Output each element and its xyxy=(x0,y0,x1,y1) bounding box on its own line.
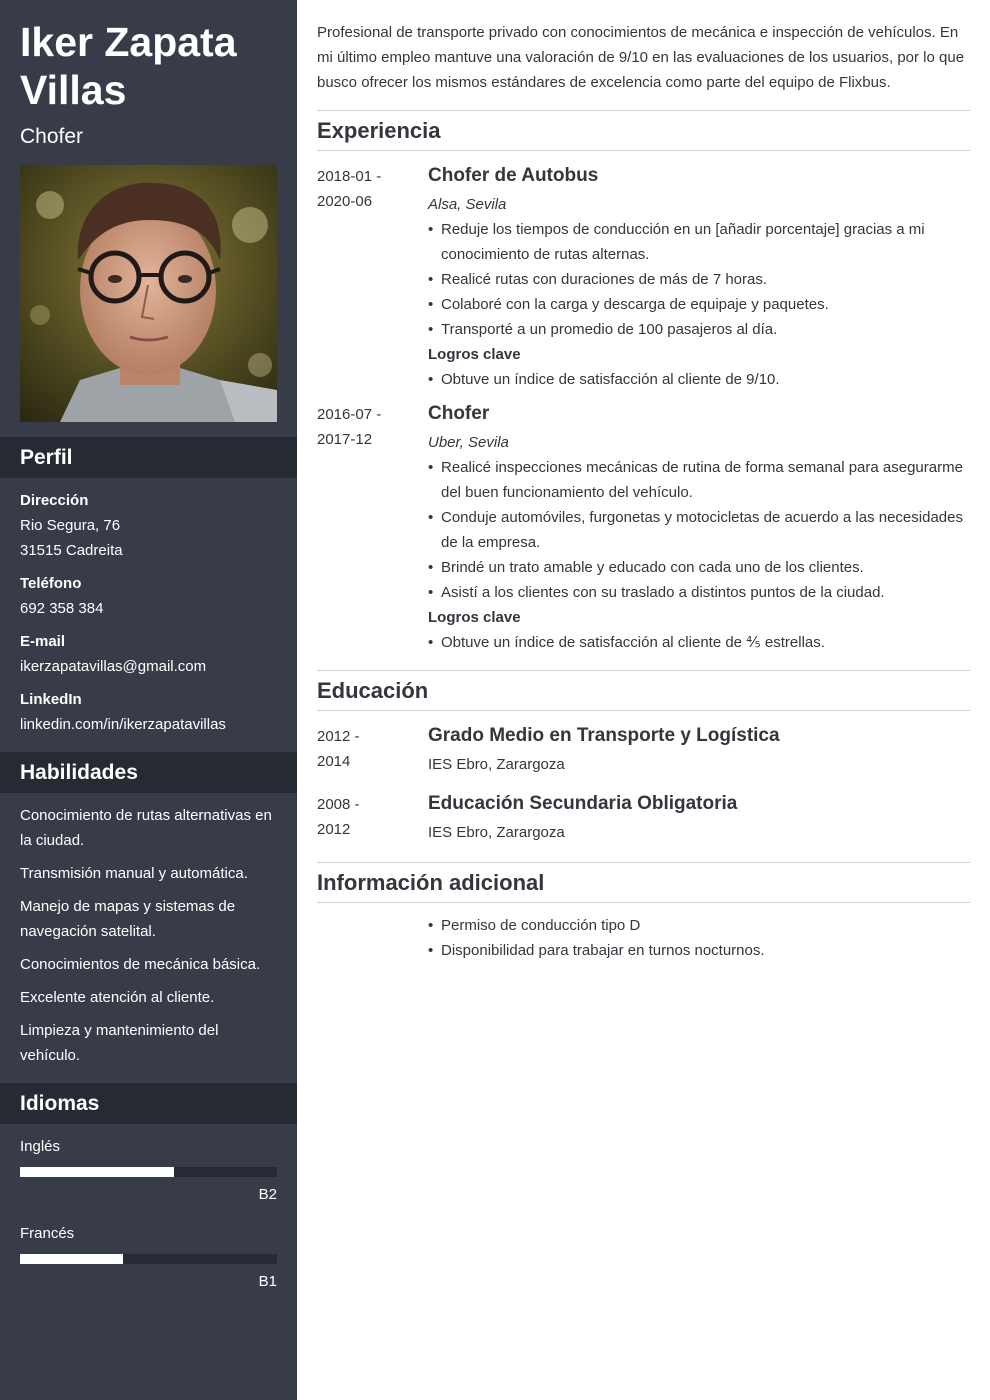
bullet-item: • Transporté a un promedio de 100 pasajeros al día. xyxy=(428,317,970,342)
linkedin-link[interactable]: linkedin.com/in/ikerzapatavillas xyxy=(20,716,226,733)
achievements-label: Logros clave xyxy=(428,609,521,626)
education-dates xyxy=(317,724,428,777)
education-dates xyxy=(317,792,428,845)
achievements-label: Logros clave xyxy=(428,346,521,363)
skills-heading: Habilidades xyxy=(0,752,297,793)
experience-title: Chofer xyxy=(428,403,490,424)
profile-heading: Perfil xyxy=(0,437,297,478)
main-content xyxy=(317,20,970,963)
education-title: Educación Secundaria Obligatoria xyxy=(428,793,738,814)
linkedin-label: LinkedIn xyxy=(20,691,82,708)
education-school: IES Ebro, Zarargoza xyxy=(428,756,565,773)
languages-heading: Idiomas xyxy=(0,1083,297,1124)
language-item xyxy=(20,1221,277,1294)
language-level-fill xyxy=(20,1254,123,1264)
experience-details xyxy=(428,402,970,655)
additional-heading: Información adicional xyxy=(317,862,970,903)
experience-heading: Experiencia xyxy=(317,110,970,151)
phone-label: Teléfono xyxy=(20,575,82,592)
date-start: 2012 - xyxy=(317,728,360,745)
language-name: Inglés xyxy=(20,1138,61,1155)
date-end: 2014 xyxy=(317,753,351,770)
additional-list xyxy=(428,913,970,963)
language-level-bar xyxy=(20,1167,277,1177)
experience-dates xyxy=(317,402,428,655)
portrait-image xyxy=(20,165,277,422)
experience-bullets xyxy=(428,455,970,605)
bullet-item: • Asistí a los clientes con su traslado a distintos puntos de la ciudad. xyxy=(428,580,970,605)
contact-details xyxy=(20,488,277,737)
date-end: 2017-12 xyxy=(317,431,373,448)
skill-item: Conocimientos de mecánica básica. xyxy=(20,956,261,973)
experience-title: Chofer de Autobus xyxy=(428,165,599,186)
experience-company: Uber, Sevila xyxy=(428,434,509,451)
experience-company: Alsa, Sevila xyxy=(428,196,507,213)
education-entry xyxy=(317,724,970,777)
skill-item: Transmisión manual y automática. xyxy=(20,865,248,882)
summary: Profesional de transporte privado con conocimientos de mecánica e inspección de vehículos. En mi último empleo mantuve una valoración de 9/10 en las evaluaciones de los usuarios, por lo que busco ofrecer los mismos estándares de excelencia como parte del equipo de Flixbus. xyxy=(317,24,965,91)
skill-item: Limpieza y mantenimiento del vehículo. xyxy=(20,1022,219,1064)
bullet-item: • Realicé rutas con duraciones de más de 7 horas. xyxy=(428,267,970,292)
additional-item: • Disponibilidad para trabajar en turnos nocturnos. xyxy=(428,938,970,963)
profile-photo xyxy=(20,165,277,422)
address-line2: 31515 Cadreita xyxy=(20,542,123,559)
date-start: 2008 - xyxy=(317,796,360,813)
email-link[interactable]: ikerzapatavillas@gmail.com xyxy=(20,658,207,675)
education-details xyxy=(428,724,970,777)
candidate-name: Iker Zapata Villas xyxy=(20,19,237,113)
achievement-item: • Obtuve un índice de satisfacción al cliente de 9/10. xyxy=(428,367,970,392)
language-level: B1 xyxy=(258,1273,277,1290)
achievement-item: • Obtuve un índice de satisfacción al cliente de ⅘ estrellas. xyxy=(428,630,970,655)
language-level-fill xyxy=(20,1167,174,1177)
address-line1: Rio Segura, 76 xyxy=(20,517,121,534)
skill-item: Conocimiento de rutas alternativas en la ciudad. xyxy=(20,807,272,849)
skills-list xyxy=(20,803,277,1076)
experience-dates xyxy=(317,164,428,392)
date-start: 2018-01 - xyxy=(317,168,382,185)
additional-item: • Permiso de conducción tipo D xyxy=(428,913,970,938)
bullet-item: • Colaboré con la carga y descarga de equipaje y paquetes. xyxy=(428,292,970,317)
additional-entry xyxy=(317,913,970,963)
bullet-item: • Realicé inspecciones mecánicas de rutina de forma semanal para asegurarme del buen funcionamiento del vehículo. xyxy=(428,455,970,505)
sidebar xyxy=(0,0,297,1400)
experience-entry xyxy=(317,402,970,655)
language-name: Francés xyxy=(20,1225,75,1242)
achievements-list xyxy=(428,367,970,392)
bullet-item: • Brindé un trato amable y educado con cada uno de los clientes. xyxy=(428,555,970,580)
job-title: Chofer xyxy=(20,125,84,148)
experience-bullets xyxy=(428,217,970,342)
achievements-list xyxy=(428,630,970,655)
bullet-item: • Reduje los tiempos de conducción en un [añadir porcentaje] gracias a mi conocimiento de rutas alternas. xyxy=(428,217,970,267)
language-item xyxy=(20,1134,277,1207)
address-label: Dirección xyxy=(20,492,89,509)
experience-details xyxy=(428,164,970,392)
skill-item: Excelente atención al cliente. xyxy=(20,989,215,1006)
experience-entry xyxy=(317,164,970,392)
education-heading: Educación xyxy=(317,670,970,711)
education-title: Grado Medio en Transporte y Logística xyxy=(428,725,780,746)
language-level: B2 xyxy=(258,1186,277,1203)
skill-item: Manejo de mapas y sistemas de navegación satelital. xyxy=(20,898,236,940)
bullet-item: • Conduje automóviles, furgonetas y motocicletas de acuerdo a las necesidades de la empresa. xyxy=(428,505,970,555)
date-start: 2016-07 - xyxy=(317,406,382,423)
phone-value: 692 358 384 xyxy=(20,600,104,617)
education-entry xyxy=(317,792,970,845)
date-end: 2012 xyxy=(317,821,351,838)
education-school: IES Ebro, Zarargoza xyxy=(428,824,565,841)
language-level-bar xyxy=(20,1254,277,1264)
email-label: E-mail xyxy=(20,633,66,650)
date-end: 2020-06 xyxy=(317,193,373,210)
languages-list xyxy=(20,1134,277,1294)
education-details xyxy=(428,792,970,845)
